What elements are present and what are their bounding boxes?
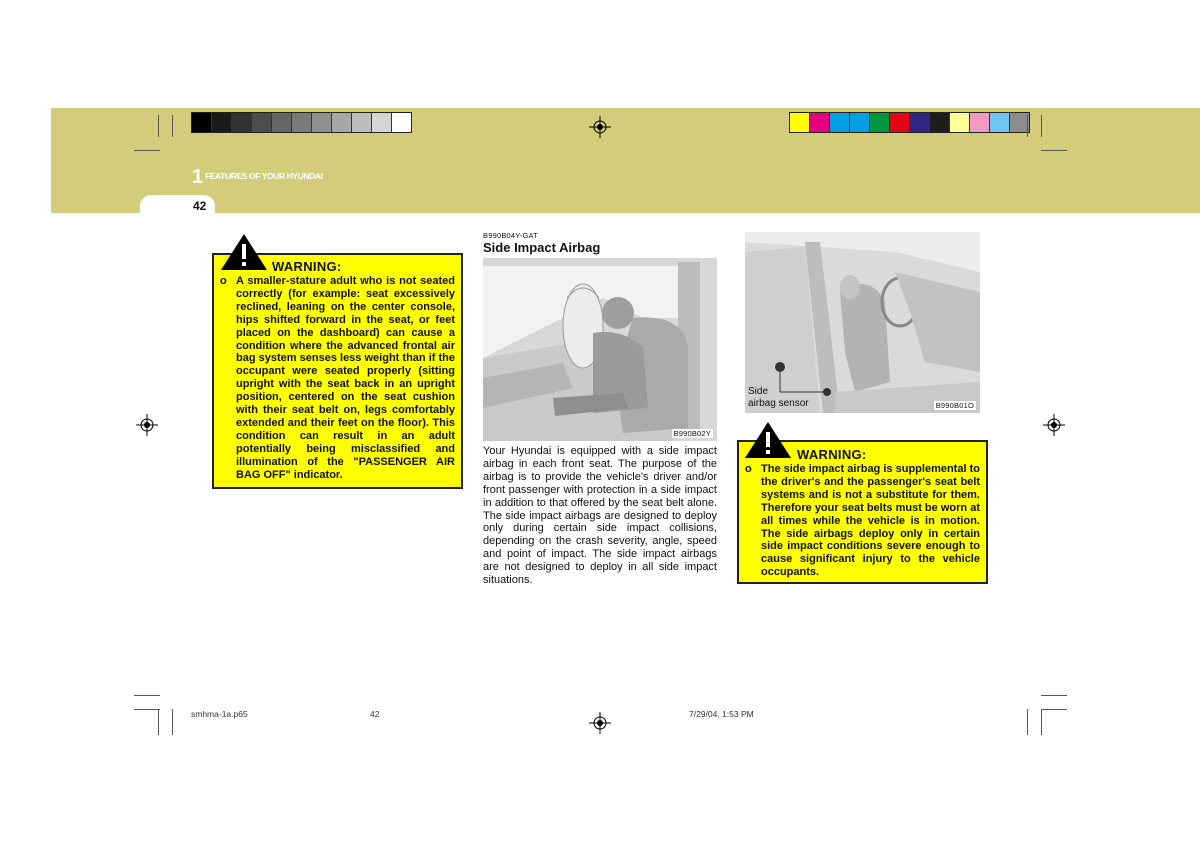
footer-timestamp: 7/29/04, 1:53 PM xyxy=(689,709,754,719)
crop-mark xyxy=(1041,709,1067,710)
figure-code: B990B01O xyxy=(935,401,974,410)
color-swatch xyxy=(332,113,352,132)
crop-mark xyxy=(1041,150,1067,151)
color-swatch xyxy=(830,113,850,132)
color-swatch xyxy=(970,113,990,132)
warning-triangle-icon xyxy=(744,421,792,459)
color-swatch-bar xyxy=(789,112,1030,133)
color-swatch xyxy=(212,113,232,132)
color-swatch xyxy=(870,113,890,132)
chapter-title: FEATURES OF YOUR HYUNDAI xyxy=(205,171,323,181)
figure-code: B990B02Y xyxy=(673,429,711,438)
color-swatch xyxy=(252,113,272,132)
color-swatch xyxy=(990,113,1010,132)
color-swatch xyxy=(352,113,372,132)
warning-bullet: o xyxy=(220,275,227,287)
chapter-number: 1 xyxy=(192,166,203,188)
side-airbag-illustration xyxy=(483,258,717,441)
warning-triangle-icon xyxy=(220,233,268,271)
registration-crosshair-icon xyxy=(589,116,611,138)
warning-text: The side impact airbag is supplemental to the driver's and the passenger's seat belt systems and is not a substitute for them. Therefore your seat belts must be worn at all times while the vehicle is in motion. The side airbags deploy only in certain side impact conditions severe enough to cause significant injury to the vehicle occupants. xyxy=(761,463,980,579)
crop-mark xyxy=(134,695,160,696)
registration-crosshair-icon xyxy=(136,414,158,436)
color-swatch xyxy=(192,113,212,132)
grayscale-swatch-bar xyxy=(191,112,412,133)
crop-mark xyxy=(158,115,159,137)
color-swatch xyxy=(810,113,830,132)
section-title: Side Impact Airbag xyxy=(483,240,601,255)
crop-mark xyxy=(1041,709,1042,735)
footer-page: 42 xyxy=(370,709,380,719)
color-swatch xyxy=(232,113,252,132)
sensor-label-line2: airbag sensor xyxy=(748,398,809,409)
color-swatch xyxy=(850,113,870,132)
warning-title: WARNING: xyxy=(797,447,867,462)
color-swatch xyxy=(272,113,292,132)
section-code: B990B04Y-GAT xyxy=(483,231,538,240)
side-airbag-sensor-illustration xyxy=(745,232,980,413)
color-swatch xyxy=(790,113,810,132)
crop-mark xyxy=(134,150,160,151)
crop-mark xyxy=(134,709,160,710)
crop-mark xyxy=(1041,115,1042,137)
warning-bullet: o xyxy=(745,463,752,475)
warning-title: WARNING: xyxy=(272,259,342,274)
registration-crosshair-icon xyxy=(589,712,611,734)
color-swatch xyxy=(890,113,910,132)
registration-crosshair-icon xyxy=(1043,414,1065,436)
sensor-label xyxy=(748,386,809,410)
sensor-label-line1: Side xyxy=(748,386,769,397)
crop-mark xyxy=(1027,709,1028,735)
page-number: 42 xyxy=(193,199,207,213)
footer-file-name: smhma-1a.p65 xyxy=(191,709,248,719)
crop-mark xyxy=(172,115,173,137)
color-swatch xyxy=(312,113,332,132)
color-swatch xyxy=(372,113,392,132)
crop-mark xyxy=(1027,115,1028,137)
color-swatch xyxy=(950,113,970,132)
color-swatch xyxy=(392,113,411,132)
color-swatch xyxy=(292,113,312,132)
color-swatch xyxy=(910,113,930,132)
warning-text: A smaller-stature adult who is not seated correctly (for example: seat excessively reclined, leaning on the center console, hips shifted forward in the seat, or feet placed on the dashboard) can cause a condition where the advanced frontal air bag system senses less weight than if the occupant were seated properly (sitting upright with the seat back in an upright position, centered on the seat cushion with their seat belt on, legs comfortably extended and their feet on the floor). This condition can result in an adult potentially being misclassified and illumination of the "PASSENGER AIR BAG OFF" indicator. xyxy=(236,275,455,481)
section-body: Your Hyundai is equipped with a side impact airbag in each front seat. The purpose of the airbag is to provide the vehicle's driver and/or front passenger with protection in a side impact in addition to that offered by the seat belt alone. The side impact airbags are designed to deploy only during certain side impact collisions, depending on the crash severity, angle, speed and point of impact. The side impact airbags are not designed to deploy in all side impact situations. xyxy=(483,445,717,587)
color-swatch xyxy=(930,113,950,132)
crop-mark xyxy=(158,709,159,735)
crop-mark xyxy=(172,709,173,735)
crop-mark xyxy=(1041,695,1067,696)
